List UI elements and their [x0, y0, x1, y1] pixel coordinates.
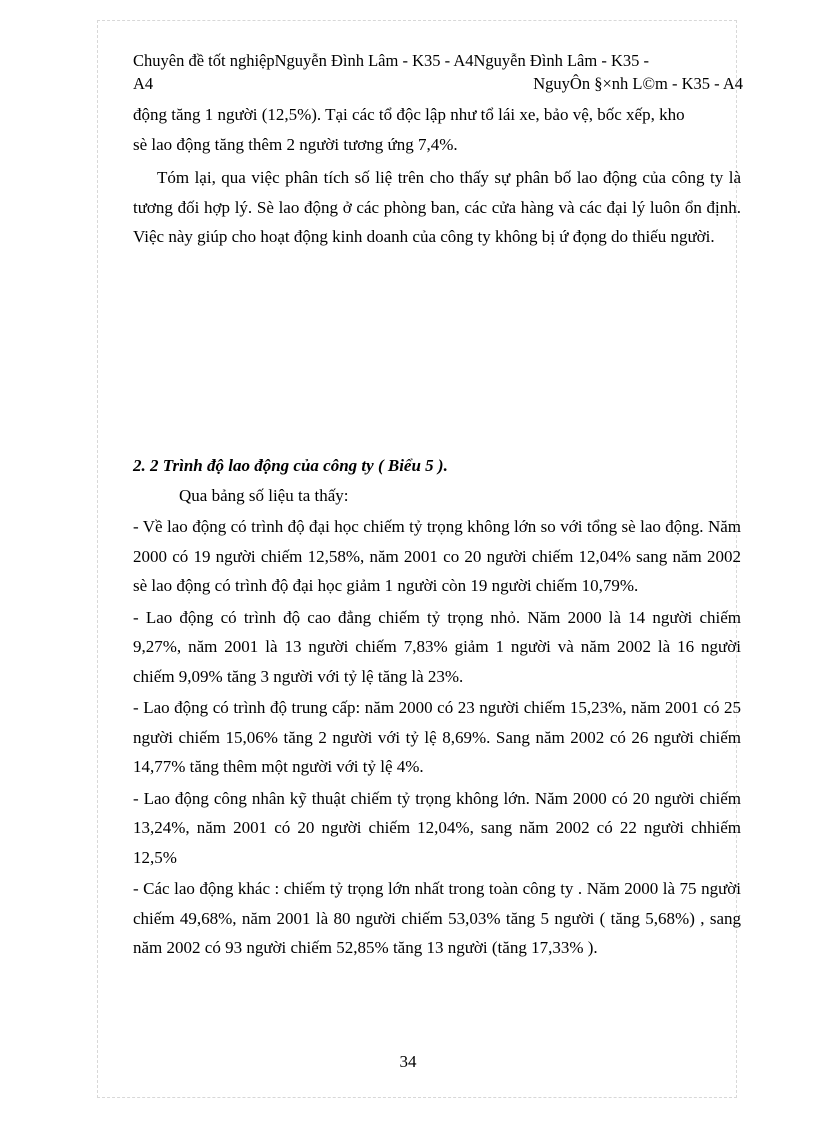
- list-item: - Các lao động khác : chiếm tỷ trọng lớn nhất trong toàn công ty . Năm 2000 là 75 người chiếm 49,68%, năm 2001 là 80 người chiếm 53,03% tăng 5 người ( tăng 5,68%) , sang năm 2002 có 93 người chiếm 52,85% tăng 13 người (tăng 17,33% ).: [133, 879, 741, 957]
- section-lead: Qua bảng số liệu ta thấy:: [179, 485, 349, 505]
- list-item: - Về lao động có trình độ đại học chiếm tỷ trọng không lớn so với tổng sè lao động. Năm 2000 có 19 người chiếm 12,58%, năm 2001 co 20 người chiếm 12,04% sang năm 2002 sè lao động có trình độ đại học giảm 1 người còn 19 người chiếm 10,79%.: [133, 517, 741, 595]
- intro-text: [133, 100, 741, 252]
- list-item: - Lao động có trình độ cao đẳng chiếm tỷ trọng nhỏ. Năm 2000 là 14 người chiếm 9,27%, năm 2001 là 13 người chiếm 7,83% giảm 1 người và năm 2002 là 16 người chiếm 9,09% tăng 3 người với tỷ lệ tăng là 23%.: [133, 607, 741, 686]
- page-number: 34: [399, 1052, 417, 1071]
- header-line-2-right: NguyÔn §×nh L©m - K35 - A4: [533, 74, 743, 93]
- summary-paragraph: Tóm lại, qua việc phân tích số liệ trên cho thấy sự phân bố lao động của công ty là tương đối hợp lý. Sè lao động ở các phòng ban, các cửa hàng và các đại lý luôn ổn định. Việc này giúp cho hoạt động kinh doanh của công ty không bị ứ đọng do thiếu người.: [133, 168, 741, 246]
- header-line-2-left: A4: [133, 74, 154, 93]
- section-labor-qualification: [133, 451, 741, 963]
- paragraph-line: động tăng 1 người (12,5%). Tại các tổ độc lập như tổ lái xe, bảo vệ, bốc xếp, kho: [133, 105, 685, 124]
- list-item: - Lao động có trình độ trung cấp: năm 2000 có 23 người chiếm 15,23%, năm 2001 có 25 người chiếm 15,06% tăng 2 người với tỷ lệ 8,69%. Sang năm 2002 có 26 người chiếm 14,77% tăng thêm một người với tỷ lệ 4%.: [133, 698, 741, 776]
- paragraph-line: sè lao động tăng thêm 2 người tương ứng 7,4%.: [133, 134, 458, 154]
- header-line-2: [133, 72, 743, 95]
- list-item: - Lao động công nhân kỹ thuật chiếm tỷ trọng không lớn. Năm 2000 có 20 người chiếm 13,24%, năm 2001 có 20 người chiếm 12,04%, sang năm 2002 có 22 người chhiếm 12,5%: [133, 788, 741, 867]
- section-title: 2. 2 Trình độ lao động của công ty ( Biểu 5 ).: [133, 456, 448, 475]
- page-header: [133, 49, 743, 95]
- header-line-1: Chuyên đề tốt nghiệpNguyễn Đình Lâm - K35 - A4Nguyễn Đình Lâm - K35 -: [133, 51, 649, 70]
